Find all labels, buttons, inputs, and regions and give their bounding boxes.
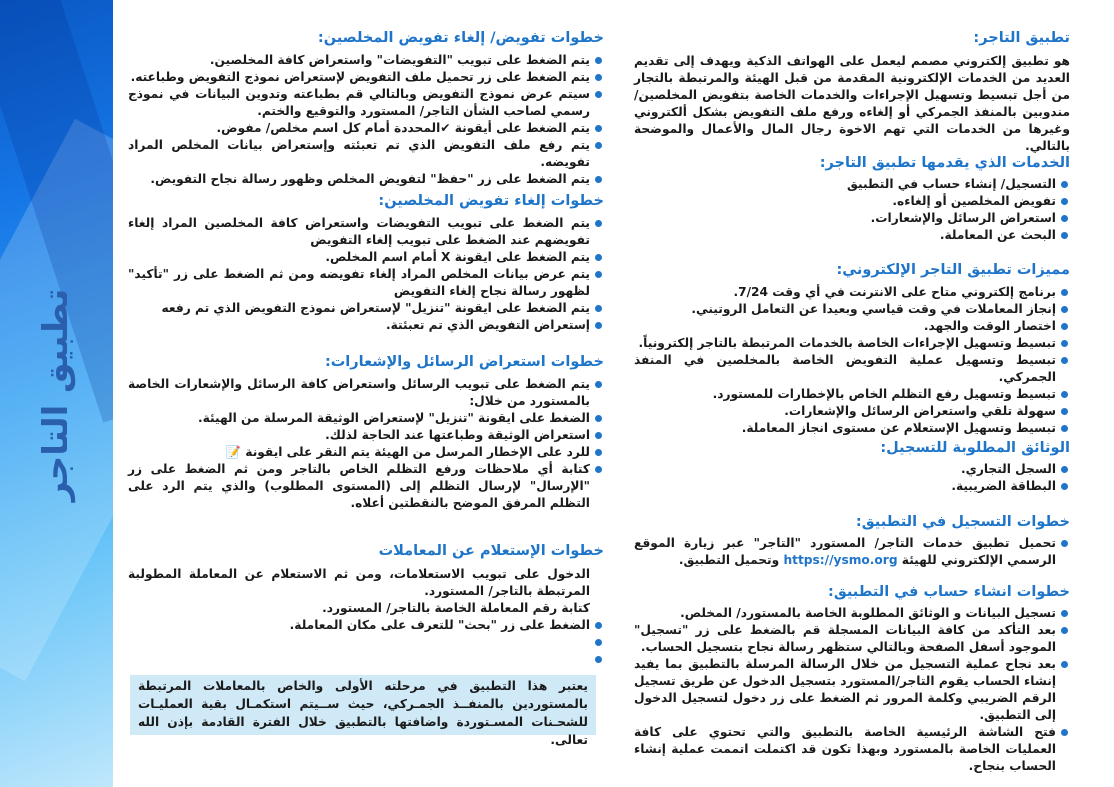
intro-heading: تطبيق التاجر: xyxy=(973,30,1070,46)
cancel-heading: خطوات إلغاء تفويض المخلصين: xyxy=(378,193,604,209)
list-item: تبسيط وتسهيل الإجراءات الخاصة بالخدمات المرتبطة بالتاجر إلكترونياً. xyxy=(634,335,1070,352)
register-text-1: تحميل تطبيق خدمات التاجر/ المستورد "التاجر" عبر زيارة الموقع الرسمي الإلكتروني للهيئة xyxy=(634,536,1056,567)
list-item: يتم الضغط على تبويب التفويضات واستعراض كافة المخلصين المراد إلغاء تفويضهم عند الضغط على تبويب إلغاء التفويض xyxy=(128,215,604,249)
docs-list xyxy=(634,461,1070,495)
list-item: تسجيل البيانات و الوثائق المطلوبة الخاصة بالمستورد/ المخلص. xyxy=(634,605,1070,622)
list-item: يتم الضغط على تبويب الرسائل واستعراض كافة الرسائل والإشعارات الخاصة بالمستورد من خلال: xyxy=(128,376,604,410)
list-item: سهولة تلقي واستعراض الرسائل والإشعارات. xyxy=(634,403,1070,420)
list-item: الضغط على زر "بحث" للتعرف على مكان المعاملة. xyxy=(128,617,604,634)
list-item: استعراض الرسائل والإشعارات. xyxy=(634,210,1070,227)
list-item: يتم رفع ملف التفويض الذي تم تعبئته وإستعراض بيانات المخلص المراد تفويضه. xyxy=(128,137,604,171)
list-item: يتم الضغط على زر تحميل ملف التفويض لإستعراض نموذج التفويض وطباعته. xyxy=(128,69,604,86)
list-item: تبسيط وتسهيل رفع التظلم الخاص بالإخطارات للمستورد. xyxy=(634,386,1070,403)
list-item: استعراض الوثيقة وطباعتها عند الحاجة لذلك. xyxy=(128,427,604,444)
delegate-heading: خطوات تفويض/ إلغاء تفويض المخلصين: xyxy=(317,30,604,46)
account-list xyxy=(634,605,1070,775)
list-item: الضغط على ايقونة "تنزيل" لإستعراض الوثيقة المرسلة من الهيئة. xyxy=(128,410,604,427)
list-item: بعد نجاح عملية التسجيل من خلال الرسالة المرسلة بالتطبيق بما يفيد إنشاء الحساب يقوم التاجر/المستورد بتسجيل الدخول عن طريق تسجيل الرقم الضريبي وكلمة المرور ثم الضغط على زر دخول لتسجيل الدخول إلى التطبيق. xyxy=(634,656,1070,724)
note-box: يعتبر هذا التطبيق في مرحلته الأولى والخاص بالمعاملات المرتبطة بالمستوردين بالمنفــذ الجمـركي، حيث ســيتم استكمـال بقية العمليـات للشحـنات المسـتوردة واضافتها بالتطبيق خلال الفترة القادمة بإذن الله تعالى. xyxy=(130,675,596,735)
list-item xyxy=(128,651,604,668)
list-item xyxy=(634,535,1070,569)
intro-text: هو تطبيق إلكتروني مصمم ليعمل على الهواتف الذكية ويهدف إلى تقديم العديد من الخدمات الإلكترونية المقدمة من قبل الهيئة والمرتبطة بالتجار من أجل تبسيط وتسهيل الإجراءات والخدمات الخاصة بتفويض المخلصين/مندوبين بالمنفذ الجمركي أو إلغاءه ورفع ملف التفويض بشكل ألكتروني وغيرها من الخدمات التي تهم الاخوة رجال المال والأعمال والموضحة بالتالي. xyxy=(634,54,1070,153)
sidebar-banner xyxy=(0,0,113,787)
list-item xyxy=(128,634,604,651)
features-heading: مميزات تطبيق التاجر الإلكتروني: xyxy=(836,262,1070,278)
list-item: يتم الضغط على ايقونة X أمام اسم المخلص. xyxy=(128,249,604,266)
list-item: للرد على الإخطار المرسل من الهيئة يتم النقر على ايقونة 📝 xyxy=(128,444,604,461)
list-item: بعد التأكد من كافة البيانات المسجلة قم بالضغط على زر "تسجيل" الموجود أسفل الصفحة وبالتالي ستظهر رسالة نجاح بتسجيل الحساب. xyxy=(634,622,1070,656)
list-item: يتم الضغط على تبويب "التفويضات" واستعراض كافة المخلصين. xyxy=(128,52,604,69)
middle-column xyxy=(128,0,604,787)
sidebar-title: تطبيق التاجر xyxy=(36,288,76,502)
query-list xyxy=(128,566,604,668)
list-item: تبسيط وتسهيل عملية التفويض الخاصة بالمخلصين في المنفذ الجمركي. xyxy=(634,352,1070,386)
register-list xyxy=(634,535,1070,569)
docs-heading: الوثائق المطلوبة للتسجيل: xyxy=(880,440,1070,456)
list-item: الدخول على تبويب الاستعلامات، ومن ثم الاستعلام عن المعاملة المطولبة المرتبطة بالتاجر/ المستورد. xyxy=(128,567,590,598)
list-item: اختصار الوقت والجهد. xyxy=(634,318,1070,335)
services-list xyxy=(634,176,1070,244)
list-item: إستعراض التفويض الذي تم تعبئتة. xyxy=(128,317,604,334)
list-item: البحث عن المعاملة. xyxy=(634,227,1070,244)
query-heading: خطوات الإستعلام عن المعاملات xyxy=(378,543,604,559)
list-item: تبسيط وتسهيل الإستعلام عن مستوى انجاز المعاملة. xyxy=(634,420,1070,437)
list-item: تفويض المخلصين أو إلغاءه. xyxy=(634,193,1070,210)
list-item: كتابة أي ملاحظات ورفع التظلم الخاص بالتاجر ومن ثم الضغط على زر "الإرسال" لإرسال التظلم إلى (المستوى المطلوب) والذي يتم الرد على التظلم المرفق الموضح بالنقطتين أعلاه. xyxy=(128,461,604,512)
right-column xyxy=(634,0,1070,787)
list-item: التسجيل/ إنشاء حساب في التطبيق xyxy=(634,176,1070,193)
cancel-list xyxy=(128,215,604,334)
services-heading: الخدمات الذي يقدمها تطبيق التاجر: xyxy=(819,155,1070,171)
register-text-2: وتحميل التطبيق. xyxy=(678,553,780,567)
list-item: فتح الشاشة الرئيسية الخاصة بالتطبيق والتي تحتوي على كافة العمليات الخاصة بالمستورد وبهذا تكون قد اكتملت اتممت عملية إنشاء الحساب بنجاح. xyxy=(634,724,1070,775)
list-item: يتم عرض بيانات المخلص المراد إلغاء تفويضه ومن ثم الضغط على زر "تأكيد" لظهور رسالة نجاح إلغاء التفويض xyxy=(128,266,604,300)
list-item: البطاقة الضريبية. xyxy=(634,478,1070,495)
messages-heading: خطوات استعراض الرسائل والإشعارات: xyxy=(324,354,604,370)
register-url-link[interactable]: https://ysmo.org xyxy=(783,553,898,567)
list-item: يتم الضغط على ايقونة "تنزيل" لإستعراض نموذج التفويض الذي تم رفعه xyxy=(128,300,604,317)
list-item: برنامج إلكتروني متاح على الانترنت في أي وقت 7/24. xyxy=(634,284,1070,301)
list-item: يتم الضغط على أيقونة ✔المحددة أمام كل اسم مخلص/ مفوض. xyxy=(128,120,604,137)
list-item: يتم الضغط على زر "حفظ" لتفويض المخلص وظهور رسالة نجاح التفويض. xyxy=(128,171,604,188)
delegate-list xyxy=(128,52,604,188)
register-heading: خطوات التسجيل في التطبيق: xyxy=(855,514,1070,530)
list-item: كتابة رقم المعاملة الخاصة بالتاجر/ المستورد. xyxy=(322,601,590,615)
features-list xyxy=(634,284,1070,437)
account-heading: خطوات انشاء حساب في التطبيق: xyxy=(828,584,1070,600)
list-item: إنجاز المعاملات في وقت قياسي وبعيدا عن التعامل الروتيني. xyxy=(634,301,1070,318)
list-item: السجل التجاري. xyxy=(634,461,1070,478)
messages-list xyxy=(128,376,604,512)
list-item: سيتم عرض نموذج التفويض وبالتالي قم بطباعته وتدوين البيانات في نموذج رسمي لصاحب الشأن التاجر/ المستورد والتوقيع والختم. xyxy=(128,86,604,120)
